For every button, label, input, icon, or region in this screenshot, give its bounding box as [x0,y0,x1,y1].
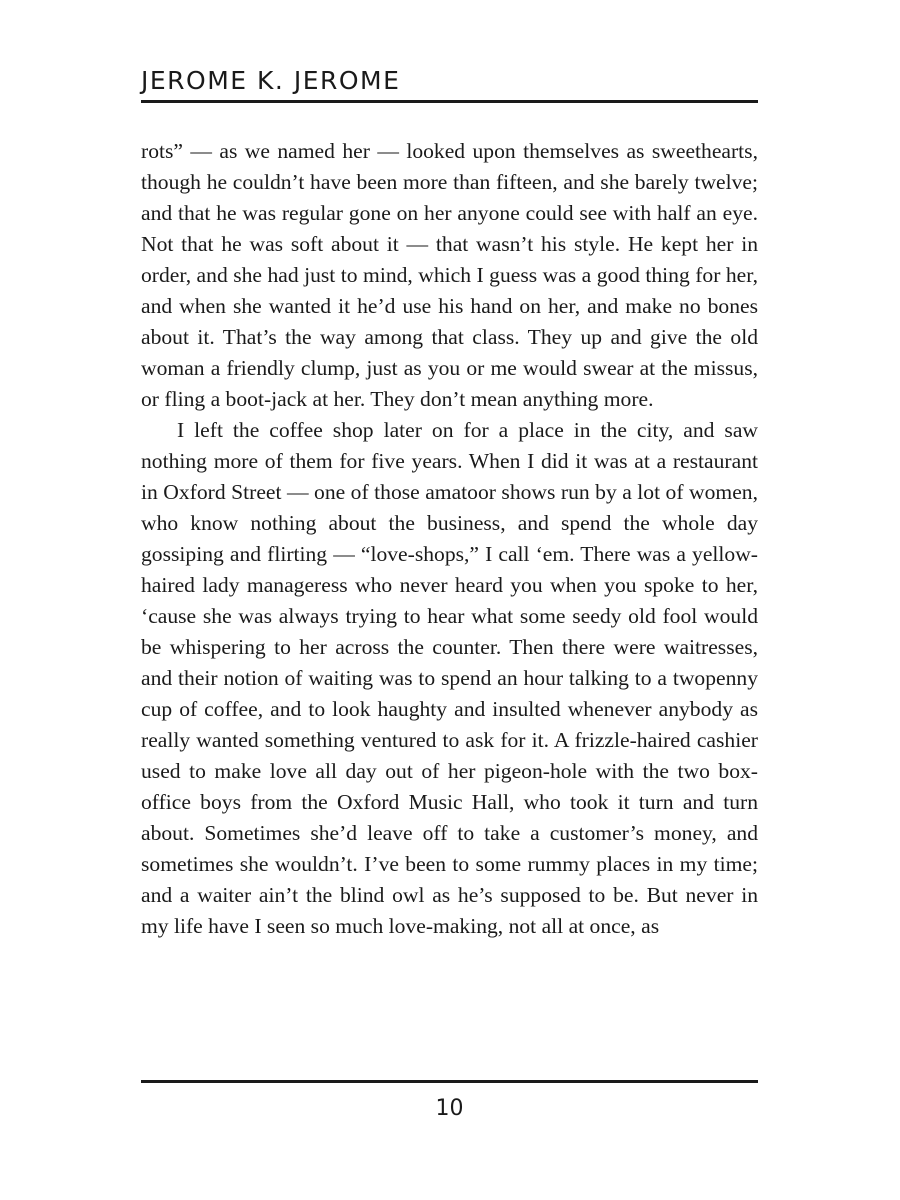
paragraph: I left the coffee shop later on for a place in the city, and saw nothing more of them for five years. When I did it was at a restaurant in Oxford Street — one of those amatoor shows run by a lot of women, who know nothing about the business, and spend the whole day gossiping and flirting — “love-shops,” I call ‘em. There was a yellow-haired lady manageress who never heard you when you spoke to her, ‘cause she was always trying to hear what some seedy old fool would be whispering to her across the counter. Then there were waitresses, and their notion of waiting was to spend an hour talking to a twopenny cup of coffee, and to look haughty and insulted whenever anybody as really wanted something ventured to ask for it. A frizzle-haired cashier used to make love all day out of her pigeon-hole with the two box-office boys from the Oxford Music Hall, who took it turn and turn about. Sometimes she’d leave off to take a customer’s money, and sometimes she wouldn’t. I’ve been to some rummy places in my time; and a waiter ain’t the blind owl as he’s supposed to be. But never in my life have I seen so much love-making, not all at once, as [141,418,758,938]
paragraph-continued: rots” — as we named her — looked upon themselves as sweethearts, though he couldn’t have been more than fifteen, and she barely twelve; and that he was regular gone on her anyone could see with half an eye. Not that he was soft about it — that wasn’t his style. He kept her in order, and she had just to mind, which I guess was a good thing for her, and when she wanted it he’d use his hand on her, and make no bones about it. That’s the way among that class. They up and give the old woman a friendly clump, just as you or me would swear at the missus, or fling a boot-jack at her. They don’t mean anything more. [141,139,758,411]
footer-rule [141,1080,758,1083]
header-rule [141,100,758,103]
body-text [141,136,758,942]
running-header: JEROME K. JEROME [141,66,401,95]
page-number: 10 [435,1096,464,1121]
